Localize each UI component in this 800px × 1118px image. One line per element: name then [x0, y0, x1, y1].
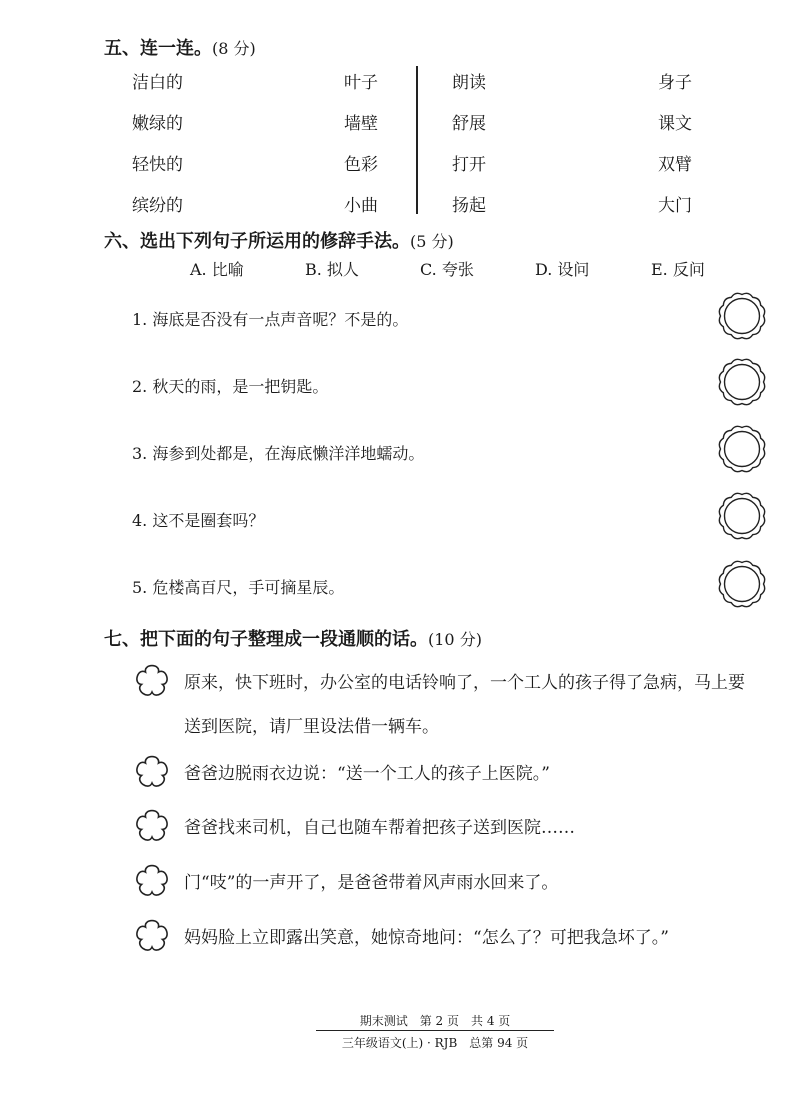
question-5: 5. 危楼高百尺，手可摘星辰。 [132, 578, 345, 597]
option-c: C. 夸张 [420, 260, 474, 279]
column-divider [416, 66, 418, 214]
order-flower-box-2[interactable] [132, 752, 172, 792]
match-right-target-1[interactable]: 身子 [658, 73, 692, 93]
order-flower-box-1[interactable] [132, 661, 172, 701]
match-left-word-3[interactable]: 轻快的 [132, 155, 183, 175]
match-right-word-2[interactable]: 舒展 [452, 114, 486, 134]
answer-circle-3[interactable] [716, 423, 768, 475]
match-right-word-3[interactable]: 打开 [452, 155, 486, 175]
match-right-target-2[interactable]: 课文 [658, 114, 692, 134]
sentence-4: 门“吱”的一声开了，是爸爸带着风声雨水回来了。 [184, 873, 559, 893]
match-left-target-4[interactable]: 小曲 [344, 196, 378, 216]
option-e: E. 反问 [651, 260, 705, 279]
answer-circle-5[interactable] [716, 558, 768, 610]
match-right-word-1[interactable]: 朗读 [452, 73, 486, 93]
answer-circle-2[interactable] [716, 356, 768, 408]
section7-points: (10 分) [428, 630, 482, 649]
sentence-5: 妈妈脸上立即露出笑意，她惊奇地问：“怎么了？可把我急坏了。” [184, 928, 669, 948]
section5-heading [104, 34, 256, 60]
section5-title: 五、连一连。 [104, 38, 212, 59]
footer-divider [316, 1030, 554, 1031]
order-flower-box-5[interactable] [132, 916, 172, 956]
section7-heading [104, 625, 482, 651]
sentence-2: 爸爸边脱雨衣边说：“送一个工人的孩子上医院。” [184, 764, 550, 784]
match-left-word-4[interactable]: 缤纷的 [132, 196, 183, 216]
match-left-word-1[interactable]: 洁白的 [132, 73, 183, 93]
option-d: D. 设问 [535, 260, 590, 279]
section6-points: (5 分) [410, 232, 454, 251]
match-right-word-4[interactable]: 扬起 [452, 196, 486, 216]
order-flower-box-4[interactable] [132, 861, 172, 901]
match-right-target-3[interactable]: 双臂 [658, 155, 692, 175]
match-left-target-3[interactable]: 色彩 [344, 155, 378, 175]
footer-book-info: 三年级语文(上) · RJB 总第 94 页 [341, 1036, 529, 1050]
footer-page-info: 期末测试 第 2 页 共 4 页 [359, 1014, 511, 1028]
section6-title: 六、选出下列句子所运用的修辞手法。 [104, 231, 410, 252]
question-4: 4. 这不是圈套吗？ [132, 511, 265, 530]
match-left-word-2[interactable]: 嫩绿的 [132, 114, 183, 134]
order-flower-box-3[interactable] [132, 806, 172, 846]
answer-circle-1[interactable] [716, 290, 768, 342]
section5-points: (8 分) [212, 39, 256, 58]
answer-circle-4[interactable] [716, 490, 768, 542]
section6-heading [104, 227, 454, 253]
option-a: A. 比喻 [190, 260, 244, 279]
match-left-target-2[interactable]: 墙壁 [344, 114, 378, 134]
question-3: 3. 海参到处都是，在海底懒洋洋地蠕动。 [132, 444, 425, 463]
question-2: 2. 秋天的雨，是一把钥匙。 [132, 377, 329, 396]
match-left-target-1[interactable]: 叶子 [344, 73, 378, 93]
section7-title: 七、把下面的句子整理成一段通顺的话。 [104, 629, 428, 650]
sentence-1-line-2: 送到医院，请厂里设法借一辆车。 [184, 717, 439, 737]
match-right-target-4[interactable]: 大门 [658, 196, 692, 216]
sentence-1-line-1: 原来，快下班时，办公室的电话铃响了，一个工人的孩子得了急病，马上要 [184, 673, 745, 693]
question-1: 1. 海底是否没有一点声音呢？不是的。 [132, 310, 409, 329]
sentence-3: 爸爸找来司机，自己也随车帮着把孩子送到医院…… [184, 818, 575, 838]
option-b: B. 拟人 [305, 260, 359, 279]
